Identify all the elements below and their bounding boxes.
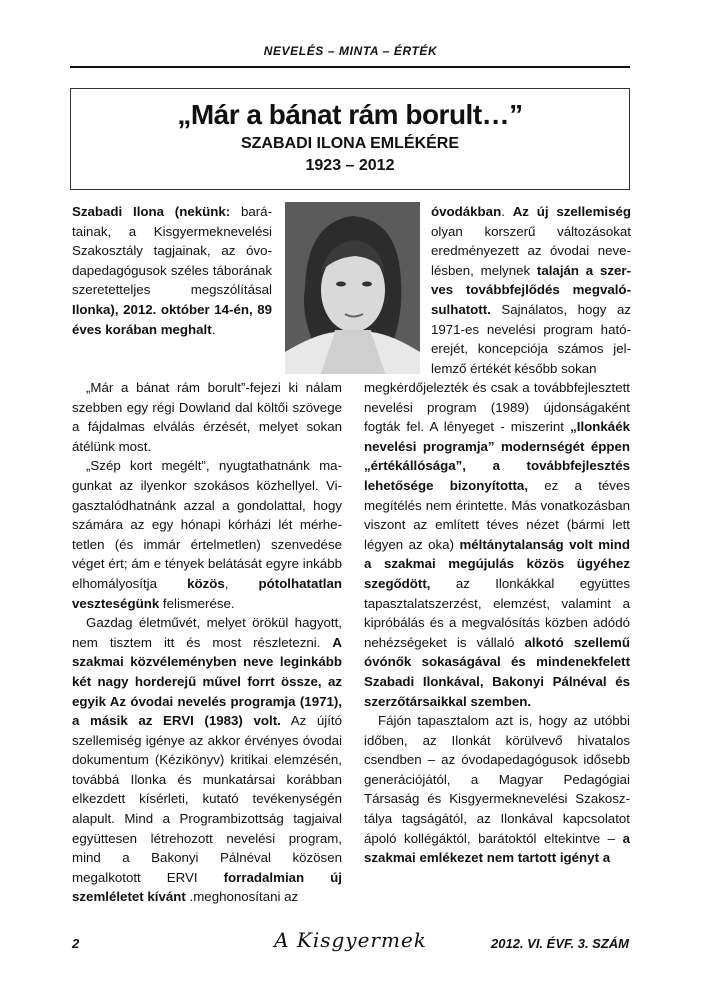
title-box <box>70 88 630 190</box>
page-number: 2 <box>72 936 80 951</box>
paragraph <box>431 202 631 378</box>
bold-run: óvodákban <box>431 204 502 219</box>
running-header: NEVELÉS – MINTA – ÉRTÉK <box>263 44 438 58</box>
text-run: . <box>501 204 513 219</box>
article-dates: 1923 – 2012 <box>305 157 395 174</box>
text-run: barátainak, a Kisgyermeknevelési Szakosztály tagjainak, az óvodapedagógusok széles táborának szeretetteljes megszólításal <box>72 204 272 298</box>
issue-label: 2012. VI. ÉVF. 3. SZÁM <box>491 936 629 951</box>
text-run: . <box>211 321 216 337</box>
text-run: Gazdag életművét, melyet örökül hagyott, nem tisztem itt és most részletezni. <box>72 615 342 650</box>
bold-run: közös <box>187 575 225 591</box>
text-run: „Szép kort megélt”, nyugtathatnánk magunkat az ilyenkor szokásos közhellyel. Vigasztalódhatnánk azzal a gondolattal, hogy számára az egy hónapi kórházi lét mérhetetlen (és immár értelmetlen) szenvedése véget ért; ám e tények belátását egyre inkább elhomályosítja <box>72 458 342 591</box>
bold-run: pótolhatatlan veszteségünk <box>72 575 342 611</box>
text-run: , <box>224 575 259 591</box>
bold-run: alkotó szellemű óvónők sokaságával és mindenekfelett Szabadi Ilonkával, Bakonyi Pálnéval és szerzőtársaikkal szemben. <box>364 634 630 709</box>
bold-run: a szakmai emlékezet nem tartott igényt a <box>364 830 630 866</box>
text-run: Sajnálatos, hogy az 1971-es nevelési program hatóerejét, koncepciója számos jellemző értékét később sokan <box>431 301 631 376</box>
text-run: olyan korszerű változásokat eredményezett az óvodai nevelésben, melynek <box>431 223 631 278</box>
paragraph <box>72 613 342 907</box>
text-run: Fájón tapasztalom azt is, hogy az utóbbi időben, az Ilonkát körülvevő hivatalos csendben – az óvodapedagógusok idősebb generációjától, a Magyar Pedagógiai Társaság és Kisgyermeknevelési Szakosztálya tagságától, az Ilonkával kapcsolatot ápoló kollégáktól, barátoktól eltekintve – <box>364 713 630 846</box>
right-column-top <box>431 202 631 378</box>
bold-run: Az új szellemiség <box>512 204 632 219</box>
portrait-photo <box>285 202 420 374</box>
bold-run: A szakmai közvéleményben neve leginkább két nagy horderejű művel forrt össze, az egyik Az óvodai nevelés programja (1971), a másik az ERVI (1983) volt. <box>72 634 342 729</box>
text-run: .meghonosítani az <box>185 889 299 905</box>
left-column-top <box>72 202 272 339</box>
bold-run: forradalmian új szemléletet kívánt <box>72 869 342 905</box>
paragraph <box>364 711 630 868</box>
article-title: „Már a bánat rám borult…” <box>177 99 523 130</box>
bold-run: Szabadi Ilona (nekünk: <box>72 204 231 219</box>
bold-run: talaján a szerves továbbfejlődés megvalósulhatott. <box>431 262 631 317</box>
header-rule <box>70 66 630 68</box>
article-subtitle: SZABADI ILONA EMLÉKÉRE <box>240 135 460 152</box>
portrait-image <box>285 202 420 374</box>
text-run: Az újító szellemiség igénye az akkor érvényes óvodai dokumentum (Kézikönyv) kritikai elemzésén, továbbá Ilonka és munkatársai korábban elkezdett kísérleti, kutató tevékenységén alapult. Mind a Programbizottság tagjaival együttesen létrehozott nevelési program, mind a Bakonyi Pálnéval közösen megalkotott ERVI <box>72 713 342 885</box>
bold-run: „Ilonkáék nevelési programja” modernségét éppen „értékállósága”, a továbbfejlesztés lehetősége bizonyította, <box>364 419 630 493</box>
paragraph <box>364 378 630 711</box>
left-column <box>72 378 342 907</box>
paragraph: „Már a bánat rám borult”-fejezi ki nálam szebben egy régi Dowland dal költői szövege a fájdalmas elválás érzését, melyet sokan átélünk most. <box>72 380 342 454</box>
bold-run: méltánytalanság volt mind a szakmai megújulás közös ügyéhez szegődött, <box>364 536 630 591</box>
paragraph <box>72 456 342 613</box>
text-run: megkérdőjelezték és csak a továbbfejlesztett nevelési program (1989) újdonságaként fogták fel. A lényeget - miszerint <box>364 380 630 435</box>
bold-run: Ilonka), 2012. október 14-én, 89 éves korában meghalt <box>72 301 272 337</box>
text-run: az Ilonkákkal együttes tapasztalatszerzést, elemzést, valamint a kipróbálás és a megvalósítás közben adódó nehézségeket is vállaló <box>364 575 630 650</box>
paragraph <box>72 202 272 339</box>
text-run: ez a téves megítélés nem érintette. Más vonatkozásban viszont az említett téves nézet (bármi lett légyen az oka) <box>364 477 630 552</box>
right-column <box>364 378 630 868</box>
magazine-name: A Kisgyermek <box>274 928 427 952</box>
text-run: felismerése. <box>159 595 235 611</box>
